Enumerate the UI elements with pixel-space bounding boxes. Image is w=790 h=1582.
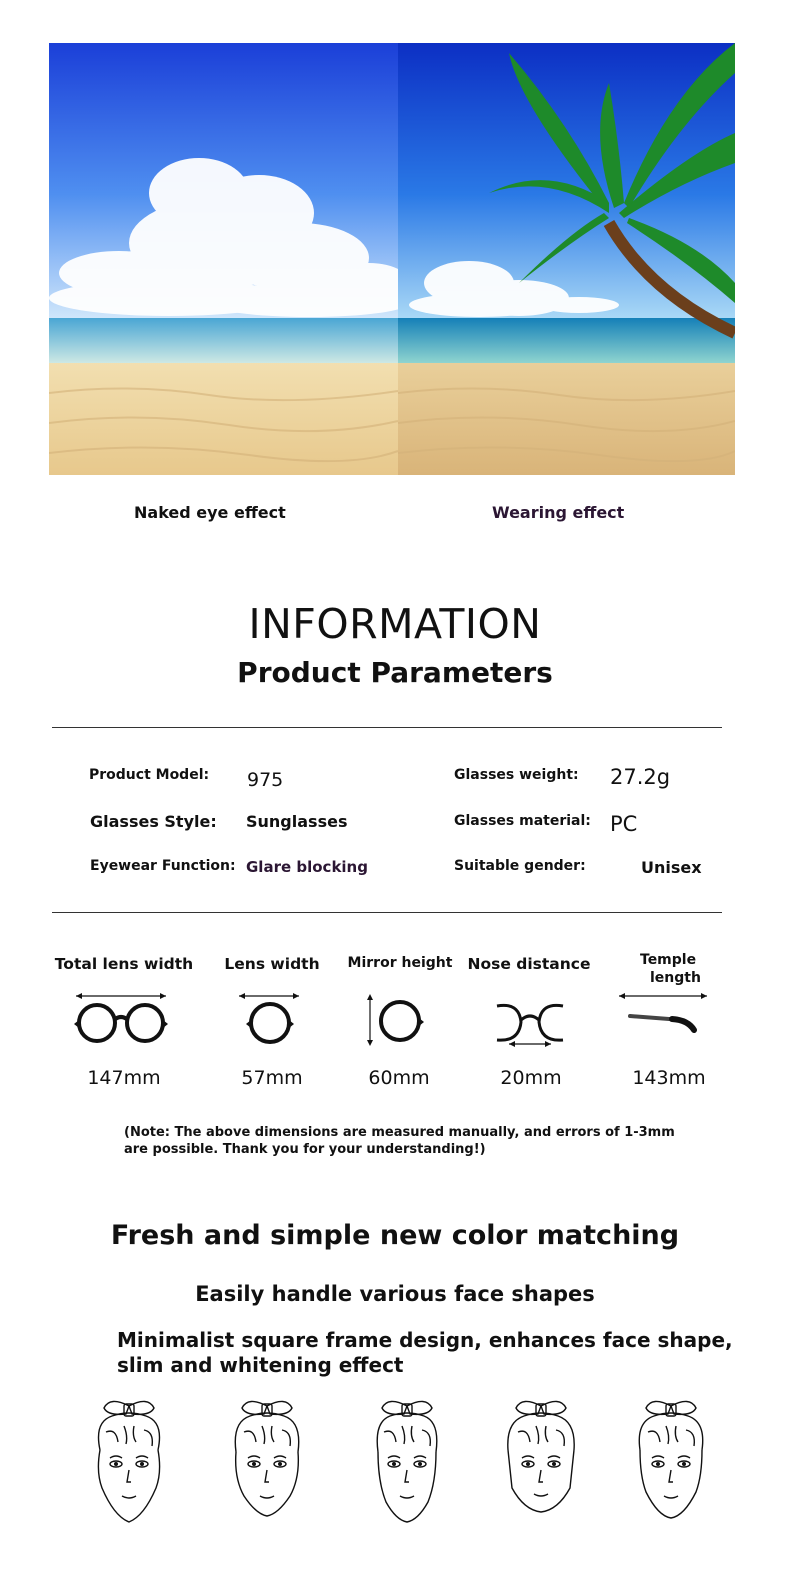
- temple-arm-icon: [616, 988, 712, 1042]
- naked-eye-caption: Naked eye effect: [134, 503, 286, 522]
- beach-scene-illustration: [49, 43, 735, 475]
- mirror-height-value: 60mm: [368, 1067, 430, 1089]
- height-arrow-icon: [362, 990, 432, 1054]
- glasses-front-icon: [72, 990, 172, 1050]
- lens-width-label: Lens width: [224, 955, 320, 973]
- lens-width-value: 57mm: [241, 1067, 303, 1089]
- product-model-label: Product Model:: [89, 767, 210, 783]
- glasses-weight-label: Glasses weight:: [454, 767, 579, 783]
- glasses-style-value: Sunglasses: [246, 812, 348, 831]
- suitable-gender-value: Unisex: [641, 858, 702, 877]
- lens-icon: [235, 990, 305, 1050]
- suitable-gender-label: Suitable gender:: [454, 858, 586, 874]
- divider-top: [52, 727, 722, 728]
- temple-length-label-line2: length: [650, 970, 701, 986]
- temple-length-value: 143mm: [632, 1067, 706, 1089]
- frame-design-description: Minimalist square frame design, enhances face shape, slim and whitening effect: [117, 1328, 733, 1377]
- face-outline-icon: [88, 1392, 170, 1536]
- face-outline-icon: [226, 1392, 308, 1536]
- measurement-note: (Note: The above dimensions are measured manually, and errors of 1-3mm are possible. Thank you for your understanding!): [124, 1125, 675, 1157]
- nose-distance-value: 20mm: [500, 1067, 562, 1089]
- face-outline-icon: [500, 1392, 582, 1536]
- glasses-material-value: PC: [610, 812, 638, 836]
- total-lens-width-label: Total lens width: [54, 955, 194, 973]
- total-lens-width-value: 147mm: [87, 1067, 161, 1089]
- information-title: INFORMATION: [248, 600, 542, 648]
- color-matching-headline: Fresh and simple new color matching: [110, 1220, 680, 1251]
- nose-distance-label: Nose distance: [467, 955, 591, 973]
- glasses-style-label: Glasses Style:: [90, 812, 217, 831]
- divider-bottom: [52, 912, 722, 913]
- eyewear-function-label: Eyewear Function:: [90, 858, 236, 874]
- face-outline-icon: [366, 1392, 448, 1536]
- temple-length-label: [620, 951, 720, 987]
- product-parameters-subtitle: Product Parameters: [237, 656, 553, 689]
- face-shapes-subheadline: Easily handle various face shapes: [195, 1282, 595, 1306]
- face-outline-icon: [630, 1392, 712, 1536]
- eyewear-function-value: Glare blocking: [246, 858, 368, 876]
- wearing-effect-caption: Wearing effect: [492, 503, 625, 522]
- mirror-height-label: Mirror height: [347, 955, 453, 971]
- temple-length-label-line1: Temple: [640, 952, 697, 968]
- glasses-material-label: Glasses material:: [454, 813, 591, 829]
- nose-bridge-icon: [495, 996, 565, 1054]
- product-model-value: 975: [247, 769, 284, 791]
- glasses-weight-value: 27.2g: [610, 765, 671, 789]
